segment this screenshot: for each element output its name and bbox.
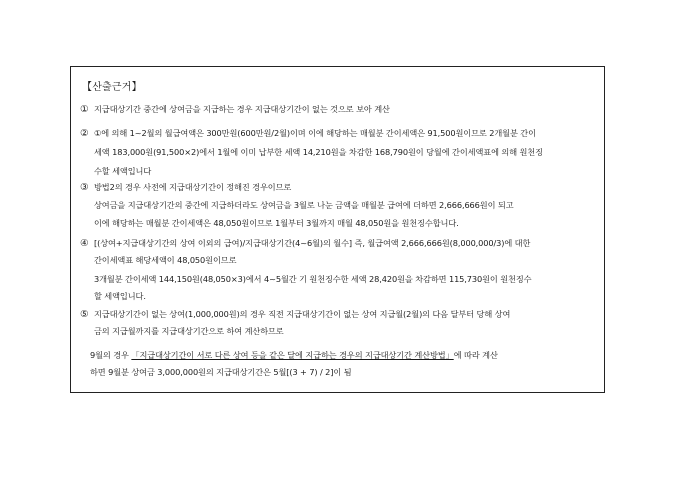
note-line-1 — [90, 348, 498, 363]
note-line-2: 하면 9월분 상여금 3,000,000원의 지급대상기간은 5월[(3 + 7) / 2]이 됨 — [90, 367, 352, 377]
item-line: 지급대상기간이 없는 상여(1,000,000원)의 경우 직전 지급대상기간이 없는 상여 지급월(2월)의 다음 달부터 당해 상여 — [94, 309, 511, 319]
item-line: [(상여+지급대상기간의 상여 이외의 급여)/지급대상기간(4~6월)의 월수] 즉, 월급여액 2,666,666원(8,000,000/3)에 대한 — [94, 238, 531, 248]
list-item — [80, 180, 600, 231]
item-line: 금의 지급월까지를 지급대상기간으로 하여 계산하므로 — [94, 326, 284, 336]
list-item — [80, 307, 600, 339]
section-heading: 【산출근거】 — [82, 82, 142, 93]
list-item — [80, 126, 600, 179]
item-line: 방법2의 경우 사전에 지급대상기간이 정해진 경우이므로 — [94, 182, 292, 192]
item-marker: ⑤ — [80, 309, 89, 320]
list-item — [80, 102, 600, 117]
item-line: 간이세액표 해당세액이 48,050원이므로 — [94, 255, 237, 265]
item-marker: ④ — [80, 238, 89, 249]
note-prefix: 9월의 경우 — [90, 350, 132, 360]
item-line: 세액 183,000원(91,500×2)에서 1월에 이미 납부한 세액 14,210원을 차감한 168,790원이 당월에 간이세액표에 의해 원천징 — [94, 147, 543, 157]
item-line: 수할 세액입니다 — [94, 166, 152, 176]
item-line: 할 세액입니다. — [94, 291, 146, 301]
list-item — [80, 236, 600, 304]
item-line: 지급대상기간 중간에 상여금을 지급하는 경우 지급대상기간이 없는 것으로 보아 계산 — [94, 104, 390, 114]
note-suffix: 에 따라 계산 — [453, 350, 498, 360]
item-line: 3개월분 간이세액 144,150원(48,050×3)에서 4~5월간 기 원천징수한 세액 28,420원을 차감하면 115,730원이 원천징수 — [94, 274, 532, 284]
item-marker: ② — [80, 128, 89, 139]
item-marker: ③ — [80, 182, 89, 193]
item-line: ①에 의해 1~2월의 월급여액은 300만원(600만원/2월)이며 이에 해당하는 매월분 간이세액은 91,500원이므로 2개월분 간이 — [94, 128, 536, 138]
note-underlined-phrase: 「지급대상기간이 서로 다른 상여 등을 같은 달에 지급하는 경우의 지급대상기간 계산방법」 — [131, 350, 454, 360]
item-line: 상여금을 지급대상기간의 중간에 지급하더라도 상여금을 3월로 나눈 금액을 매월분 급여에 더하면 2,666,666원이 되고 — [94, 200, 514, 210]
item-line: 이에 해당하는 매월분 간이세액은 48,050원이므로 1월부터 3월까지 매월 48,050원을 원천징수합니다. — [94, 218, 459, 228]
item-marker: ① — [80, 104, 89, 115]
